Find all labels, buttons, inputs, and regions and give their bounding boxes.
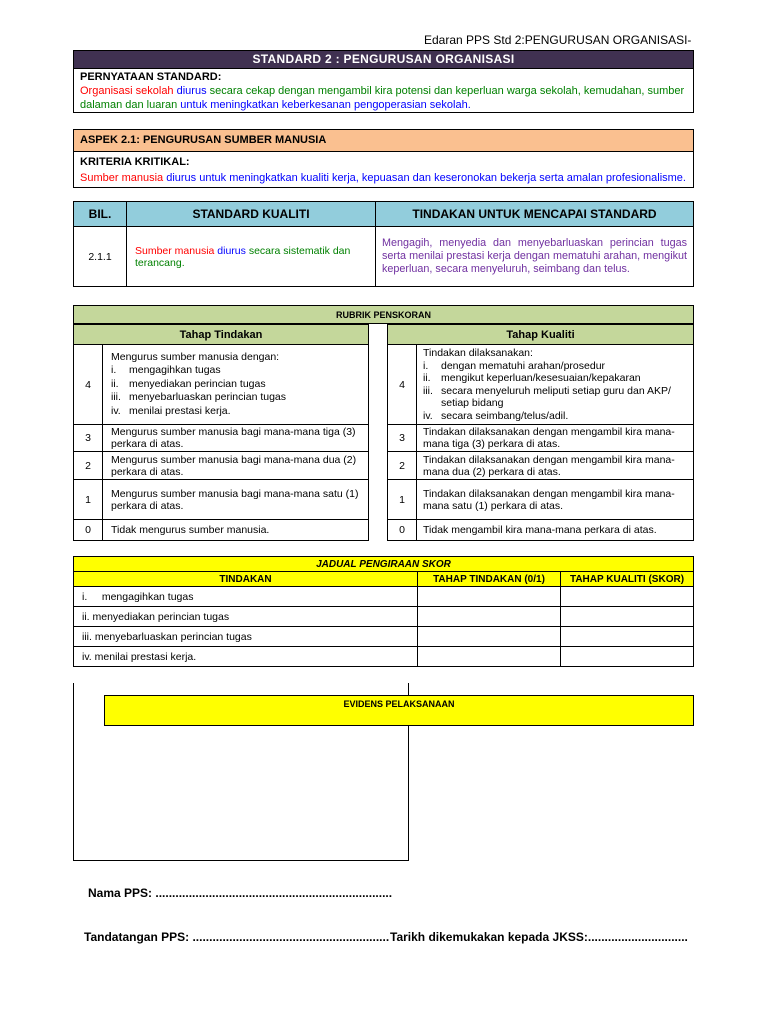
rubrik-right-table bbox=[387, 324, 694, 541]
rubrik-right-desc-3: Tindakan dilaksanakan dengan mengambil kira mana-mana tiga (3) perkara di atas. bbox=[417, 425, 694, 452]
statement-part: Organisasi sekolah bbox=[80, 85, 177, 97]
col-bil: BIL. bbox=[74, 202, 127, 227]
bil-value: 2.1.1 bbox=[74, 227, 127, 287]
skor-kualiti-input[interactable] bbox=[561, 587, 694, 607]
rubrik-right-item bbox=[423, 385, 690, 410]
standard-statement-label: PERNYATAAN STANDARD: bbox=[80, 71, 222, 83]
skor-col-tahap-kualiti: TAHAP KUALITI (SKOR) bbox=[561, 572, 694, 587]
skor-col-tahap-tindakan: TAHAP TINDAKAN (0/1) bbox=[418, 572, 561, 587]
tahap-kualiti-header: Tahap Kualiti bbox=[388, 325, 694, 345]
statement-part: untuk meningkatkan keberkesanan pengoperasian sekolah. bbox=[180, 99, 471, 111]
rubrik-right-desc-1: Tindakan dilaksanakan dengan mengambil kira mana-mana satu (1) perkara di atas. bbox=[417, 480, 694, 520]
rubrik-left-item-text: menyediakan perincian tugas bbox=[129, 377, 266, 390]
col-tindakan: TINDAKAN UNTUK MENCAPAI STANDARD bbox=[376, 202, 694, 227]
rubrik-left-item bbox=[111, 391, 365, 405]
rubrik-left-item-text: menyebarluaskan perincian tugas bbox=[129, 391, 287, 404]
rubrik-left-item-text: mengagihkan tugas bbox=[129, 364, 221, 377]
rubrik-left-score-1: 1 bbox=[74, 480, 103, 520]
rubrik-left-item-num: i. bbox=[111, 364, 117, 377]
rubrik-left-score-0: 0 bbox=[74, 520, 103, 541]
skor-table bbox=[73, 556, 694, 667]
rubrik-title: RUBRIK PENSKORAN bbox=[73, 305, 694, 324]
skor-tindakan-input[interactable] bbox=[418, 587, 561, 607]
criteria-label: KRITERIA KRITIKAL: bbox=[80, 156, 190, 168]
tahap-tindakan-header: Tahap Tindakan bbox=[74, 325, 369, 345]
rubrik-right-desc-2: Tindakan dilaksanakan dengan mengambil kira mana-mana dua (2) perkara di atas. bbox=[417, 452, 694, 480]
rubrik-right-item-text: secara seimbang/telus/adil. bbox=[441, 409, 569, 422]
rubrik-right-item-num: i. bbox=[423, 359, 429, 372]
rubrik-left-score-3: 3 bbox=[74, 425, 103, 452]
rubrik-left-item bbox=[111, 378, 365, 392]
criteria-part: untuk meningkatkan kualiti kerja, kepuasan dan keseronokan bekerja serta amalan profesionalisme. bbox=[199, 172, 686, 184]
rubrik-left-desc-2: Mengurus sumber manusia bagi mana-mana dua (2) perkara di atas. bbox=[103, 452, 369, 480]
rubrik-left-items bbox=[111, 364, 365, 418]
standard-kualiti-part: diurus bbox=[217, 244, 249, 257]
skor-tindakan-input[interactable] bbox=[418, 647, 561, 667]
skor-row-label: iv. menilai prestasi kerja. bbox=[74, 647, 418, 667]
rubrik-right-items bbox=[423, 360, 690, 423]
standard-statement bbox=[74, 83, 693, 113]
rubrik-left-desc-1: Mengurus sumber manusia bagi mana-mana satu (1) perkara di atas. bbox=[103, 480, 369, 520]
rubrik-right-item-num: iii. bbox=[423, 384, 433, 397]
rubrik-right-item-text: dengan mematuhi arahan/prosedur bbox=[441, 359, 606, 372]
statement-part: secara cekap dengan mengambil kira potensi dan keperluan warga sekolah, kemudahan, sumber dalaman dan luaran bbox=[80, 85, 685, 111]
rubrik-left-item-num: ii. bbox=[111, 377, 119, 390]
rubrik-left-score-4: 4 bbox=[74, 345, 103, 425]
criteria-part: Sumber manusia bbox=[80, 172, 167, 184]
rubrik-right-score-1: 1 bbox=[388, 480, 417, 520]
criteria-part: diurus bbox=[166, 172, 200, 184]
rubrik-right-item bbox=[423, 410, 690, 423]
rubrik-left-item bbox=[111, 364, 365, 378]
rubrik-left-desc-3: Mengurus sumber manusia bagi mana-mana tiga (3) perkara di atas. bbox=[103, 425, 369, 452]
tarikh-jkss: Tarikh dikemukakan kepada JKSS:.............................. bbox=[390, 930, 688, 944]
rubrik-left-item bbox=[111, 405, 365, 419]
skor-tindakan-input[interactable] bbox=[418, 607, 561, 627]
tandatangan-pps: Tandatangan PPS: ........................................................... bbox=[84, 930, 390, 944]
criteria-text bbox=[74, 168, 693, 188]
aspek-title: ASPEK 2.1: PENGURUSAN SUMBER MANUSIA bbox=[74, 130, 693, 152]
skor-title: JADUAL PENGIRAAN SKOR bbox=[74, 557, 694, 572]
rubrik-right-score-0: 0 bbox=[388, 520, 417, 541]
rubrik-right-score-2: 2 bbox=[388, 452, 417, 480]
standard-block bbox=[73, 50, 694, 113]
skor-kualiti-input[interactable] bbox=[561, 607, 694, 627]
rubrik-right-item bbox=[423, 360, 690, 373]
skor-row-label: iii. menyebarluaskan perincian tugas bbox=[74, 627, 418, 647]
skor-kualiti-input[interactable] bbox=[561, 647, 694, 667]
skor-row-label: ii. menyediakan perincian tugas bbox=[74, 607, 418, 627]
rubrik-left-item-num: iv. bbox=[111, 404, 121, 417]
standard-kualiti-text bbox=[127, 227, 376, 287]
rubrik-right-score-3: 3 bbox=[388, 425, 417, 452]
rubrik-right-item-num: ii. bbox=[423, 372, 431, 384]
col-standard-kualiti: STANDARD KUALITI bbox=[127, 202, 376, 227]
rubrik-left-score-2: 2 bbox=[74, 452, 103, 480]
rubrik-right-item-text: mengikut keperluan/kesesuaian/kepakaran bbox=[441, 372, 641, 384]
aspek-block bbox=[73, 129, 694, 188]
nama-pps: Nama PPS: ....................................................................... bbox=[88, 886, 393, 900]
skor-col-tindakan: TINDAKAN bbox=[74, 572, 418, 587]
skor-row-label: i. mengagihkan tugas bbox=[74, 587, 418, 607]
skor-kualiti-input[interactable] bbox=[561, 627, 694, 647]
standard-title: STANDARD 2 : PENGURUSAN ORGANISASI bbox=[74, 51, 693, 69]
rubrik-right-item bbox=[423, 372, 690, 385]
rubrik-left-desc-0: Tidak mengurus sumber manusia. bbox=[103, 520, 369, 541]
tindakan-text: Mengagih, menyedia dan menyebarluaskan perincian tugas serta menilai prestasi kerja dengan mematuhi arahan, mengikut keperluan, secara menyeluruh, seimbang dan telus. bbox=[376, 227, 694, 287]
kualiti-table bbox=[73, 201, 694, 287]
rubrik-left-table bbox=[73, 324, 369, 541]
rubrik-right-intro: Tindakan dilaksanakan: bbox=[423, 347, 533, 359]
rubrik-left-intro: Mengurus sumber manusia dengan: bbox=[111, 350, 280, 363]
rubrik-right-score-4: 4 bbox=[388, 345, 417, 425]
header-note: Edaran PPS Std 2:PENGURUSAN ORGANISASI- bbox=[424, 33, 692, 47]
statement-part: diurus bbox=[176, 85, 210, 97]
evidens-title: EVIDENS PELAKSANAAN bbox=[104, 695, 694, 726]
rubrik-left-item-num: iii. bbox=[111, 391, 121, 404]
rubrik-right-item-text: secara menyeluruh meliputi setiap guru dan AKP/ setiap bidang bbox=[441, 384, 671, 409]
standard-kualiti-part: Sumber manusia bbox=[135, 244, 218, 257]
rubrik-right-item-num: iv. bbox=[423, 409, 433, 422]
skor-tindakan-input[interactable] bbox=[418, 627, 561, 647]
standard-kualiti-part: secara sistematik dan terancang. bbox=[135, 244, 351, 269]
rubrik-right-desc-0: Tidak mengambil kira mana-mana perkara di atas. bbox=[417, 520, 694, 541]
rubrik-left-desc-4 bbox=[103, 345, 369, 425]
rubrik-right-desc-4 bbox=[417, 345, 694, 425]
rubrik-left-item-text: menilai prestasi kerja. bbox=[129, 404, 231, 417]
